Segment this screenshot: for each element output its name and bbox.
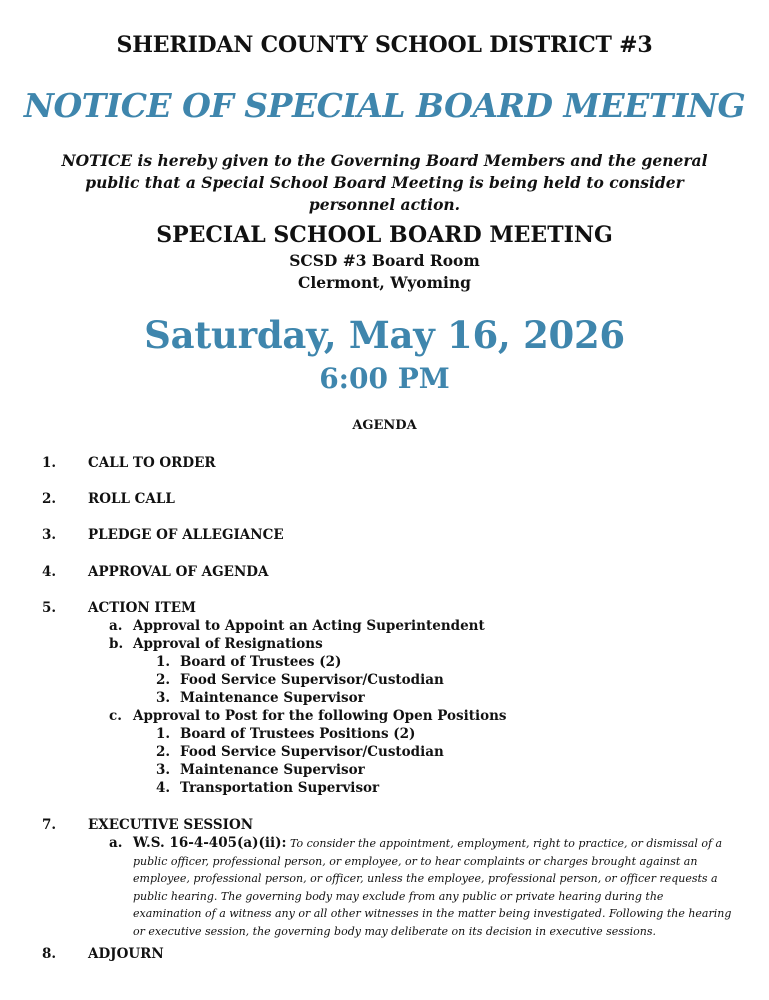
subitem-marker: 1. — [156, 654, 171, 670]
agenda-heading: AGENDA — [352, 418, 417, 433]
subitem-marker: b. — [109, 636, 124, 652]
agenda-item-number: 4. — [42, 564, 57, 580]
subitem-marker: 2. — [156, 672, 171, 688]
open-position-item — [156, 762, 365, 778]
subitem-label: Food Service Supervisor/Custodian — [180, 672, 444, 688]
meeting-title: SPECIAL SCHOOL BOARD MEETING — [156, 222, 613, 248]
agenda-item-number: 3. — [42, 527, 57, 543]
open-position-item — [156, 780, 379, 796]
action-subitem — [109, 618, 485, 634]
meeting-date: Saturday, May 16, 2026 — [144, 313, 625, 357]
open-position-item — [156, 726, 415, 742]
notice-title: NOTICE OF SPECIAL BOARD MEETING — [23, 86, 746, 125]
agenda-item-label: CALL TO ORDER — [88, 455, 216, 471]
executive-session-statute — [109, 835, 734, 941]
agenda-item-label: PLEDGE OF ALLEGIANCE — [88, 527, 284, 543]
agenda-item-number: 8. — [42, 946, 57, 962]
agenda-item-label: EXECUTIVE SESSION — [88, 817, 254, 833]
subitem-marker: 1. — [156, 726, 171, 742]
subitem-label: Approval to Appoint an Acting Superintendent — [133, 618, 485, 634]
subitem-marker: 4. — [156, 780, 171, 796]
resignation-item — [156, 672, 444, 688]
subitem-marker: a. — [109, 835, 123, 851]
subitem-label: Board of Trustees (2) — [180, 654, 342, 670]
resignation-item — [156, 654, 341, 670]
agenda-item-label: ROLL CALL — [88, 491, 175, 507]
action-subitem — [109, 636, 323, 652]
subitem-marker: c. — [109, 708, 122, 724]
agenda-item-number: 5. — [42, 600, 57, 616]
agenda-item-label: APPROVAL OF AGENDA — [88, 564, 269, 580]
agenda-item-label: ACTION ITEM — [88, 600, 196, 616]
resignation-item — [156, 690, 365, 706]
subitem-marker: 3. — [156, 690, 171, 706]
subitem-label: Transportation Supervisor — [180, 780, 380, 796]
agenda-item-number: 2. — [42, 491, 57, 507]
subitem-label: Board of Trustees Positions (2) — [180, 726, 416, 742]
subitem-marker: 2. — [156, 744, 171, 760]
action-subitem — [109, 708, 507, 724]
meeting-location-name: SCSD #3 Board Room — [289, 251, 480, 270]
agenda-item-number: 1. — [42, 455, 57, 471]
subitem-label: Food Service Supervisor/Custodian — [180, 744, 444, 760]
agenda-item-number: 7. — [42, 817, 57, 833]
subitem-marker: 3. — [156, 762, 171, 778]
subitem-label: Approval to Post for the following Open Positions — [133, 708, 507, 724]
subitem-label: Approval of Resignations — [133, 636, 323, 652]
meeting-time: 6:00 PM — [319, 362, 450, 395]
open-position-item — [156, 744, 444, 760]
subitem-label: Maintenance Supervisor — [180, 762, 365, 778]
notice-intro: NOTICE is hereby given to the Governing Board Members and the general public that a Special School Board Meeting is being held to consider personnel action. — [61, 151, 708, 214]
statute-citation: W.S. 16-4-405(a)(ii): — [133, 835, 287, 851]
agenda-item-label: ADJOURN — [88, 946, 164, 962]
district-name: SHERIDAN COUNTY SCHOOL DISTRICT #3 — [116, 32, 653, 58]
statute-description: To consider the appointment, employment, right to practice, or dismissal of a public officer, professional person, or employee, or to hear complaints or charges brought against an employee, professional person, or officer, unless the employee, professional person, or officer requests a public hearing. The governing body may exclude from any public or private hearing during the examination of a witness any or all other witnesses in the matter being investigated. Following the hearing or executive session, the governing body may deliberate on its decision in executive sessions. — [133, 837, 732, 938]
subitem-label: Maintenance Supervisor — [180, 690, 365, 706]
subitem-marker: a. — [109, 618, 123, 634]
meeting-location-city: Clermont, Wyoming — [297, 273, 472, 292]
